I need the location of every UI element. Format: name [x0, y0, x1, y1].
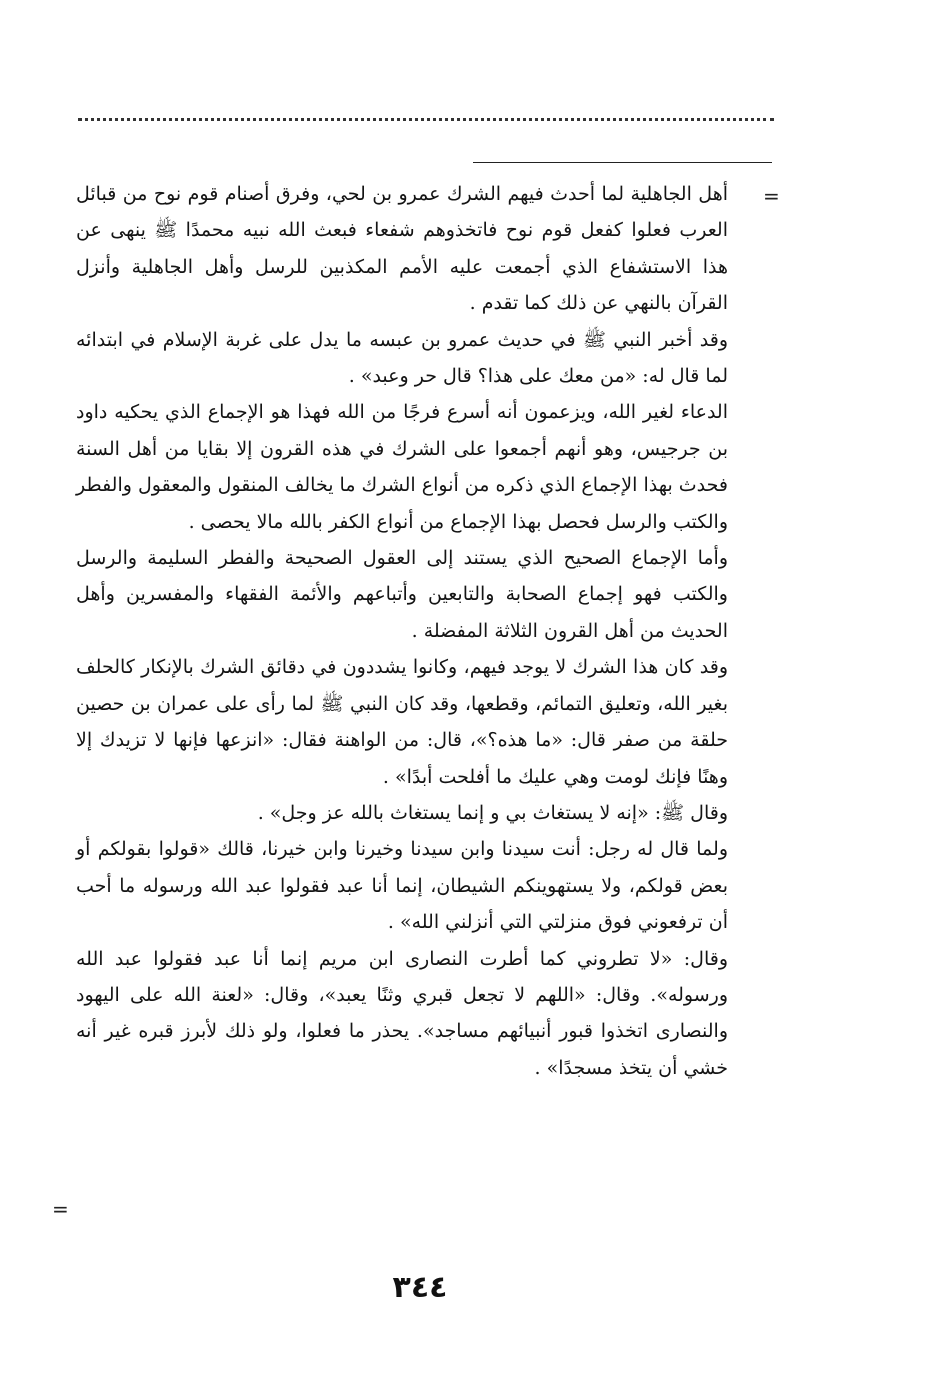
- continuation-mark-top: =: [763, 184, 780, 208]
- page-number: ٣٤٤: [392, 1270, 448, 1305]
- paragraph-1: أهل الجاهلية لما أحدث فيهم الشرك عمرو بن لحي، وفرق أصنام قوم نوح من قبائل العرب فعلوا كفعل قوم نوح فاتخذوهم شفعاء فبعث الله نبيه محمدًا ﷺ ينهى عن هذا الاستشفاع الذي أجمعت عليه الأمم المكذبين للرسل وأهل الجاهلية وأنزل القرآن بالنهي عن ذلك كما تقدم .: [76, 183, 728, 315]
- paragraph-3: الدعاء لغير الله، ويزعمون أنه أسرع فرجًا من الله فهذا هو الإجماع الذي يحكيه داود بن جرجيس، وهو أنهم أجمعوا على الشرك في هذه القرون إلا بقايا من أهل السنة فحدث بهذا الإجماع الذي ذكره من أنواع الشرك ما يخالف المنقول والمعقول والفطر والكتب والرسل فحصل بهذا الإجماع من أنواع الكفر بالله مالا يحصى .: [76, 401, 728, 533]
- paragraph-6: وقال ﷺ: «إنه لا يستغاث بي و إنما يستغاث بالله عز وجل» .: [257, 801, 728, 824]
- body-text: [76, 176, 728, 1086]
- paragraph-7: ولما قال له رجل: أنت سيدنا وابن سيدنا وخيرنا وابن خيرنا، قالك «قولوا بقولكم أو بعض قولكم، ولا يستهوينكم الشيطان، إنما أنا عبد فقولوا عبد الله ورسوله ما أحب أن ترفعوني فوق منزلتي التي أنزلني الله» .: [76, 838, 728, 934]
- paragraph-4: وأما الإجماع الصحيح الذي يستند إلى العقول الصحيحة والفطر السليمة والرسل والكتب فهو إجماع الصحابة والتابعين وأتباعهم والأئمة الفقهاء والمفسرين وأهل الحديث من أهل القرون الثلاثة المفضلة .: [76, 547, 728, 642]
- continuation-mark-bottom: =: [52, 1197, 69, 1221]
- paragraph-2: وقد أخبر النبي ﷺ في حديث عمرو بن عبسه ما يدل على غربة الإسلام في ابتدائه لما قال له: «من معك على هذا؟ قال حر وعبد» .: [76, 328, 728, 388]
- paragraph-5: وقد كان هذا الشرك لا يوجد فيهم، وكانوا يشددون في دقائق الشرك بالإنكار كالحلف بغير الله، وتعليق التمائم، وقطعها، وقد كان النبي ﷺ لما رأى على عمران بن حصين حلقة من صفر قال: «ما هذه؟»، قال: من الواهنة فقال: «انزعها فإنها لا تزيدك إلا وهنًا فإنك لومت وهي عليك ما أفلحت أبدًا» .: [76, 656, 728, 788]
- paragraph-8: وقال: «لا تطروني كما أطرت النصارى ابن مريم إنما أنا عبد فقولوا عبد الله ورسوله». وقال: «اللهم لا تجعل قبري وثنًا يعبد»، وقال: «لعنة الله على اليهود والنصارى اتخذوا قبور أنبيائهم مساجد». يحذر ما فعلوا، ولو ذلك لأبرز قبره غير أنه خشي أن يتخذ مسجدًا» .: [76, 947, 728, 1079]
- dotted-separator: [78, 118, 774, 121]
- footnote-rule: [473, 162, 772, 163]
